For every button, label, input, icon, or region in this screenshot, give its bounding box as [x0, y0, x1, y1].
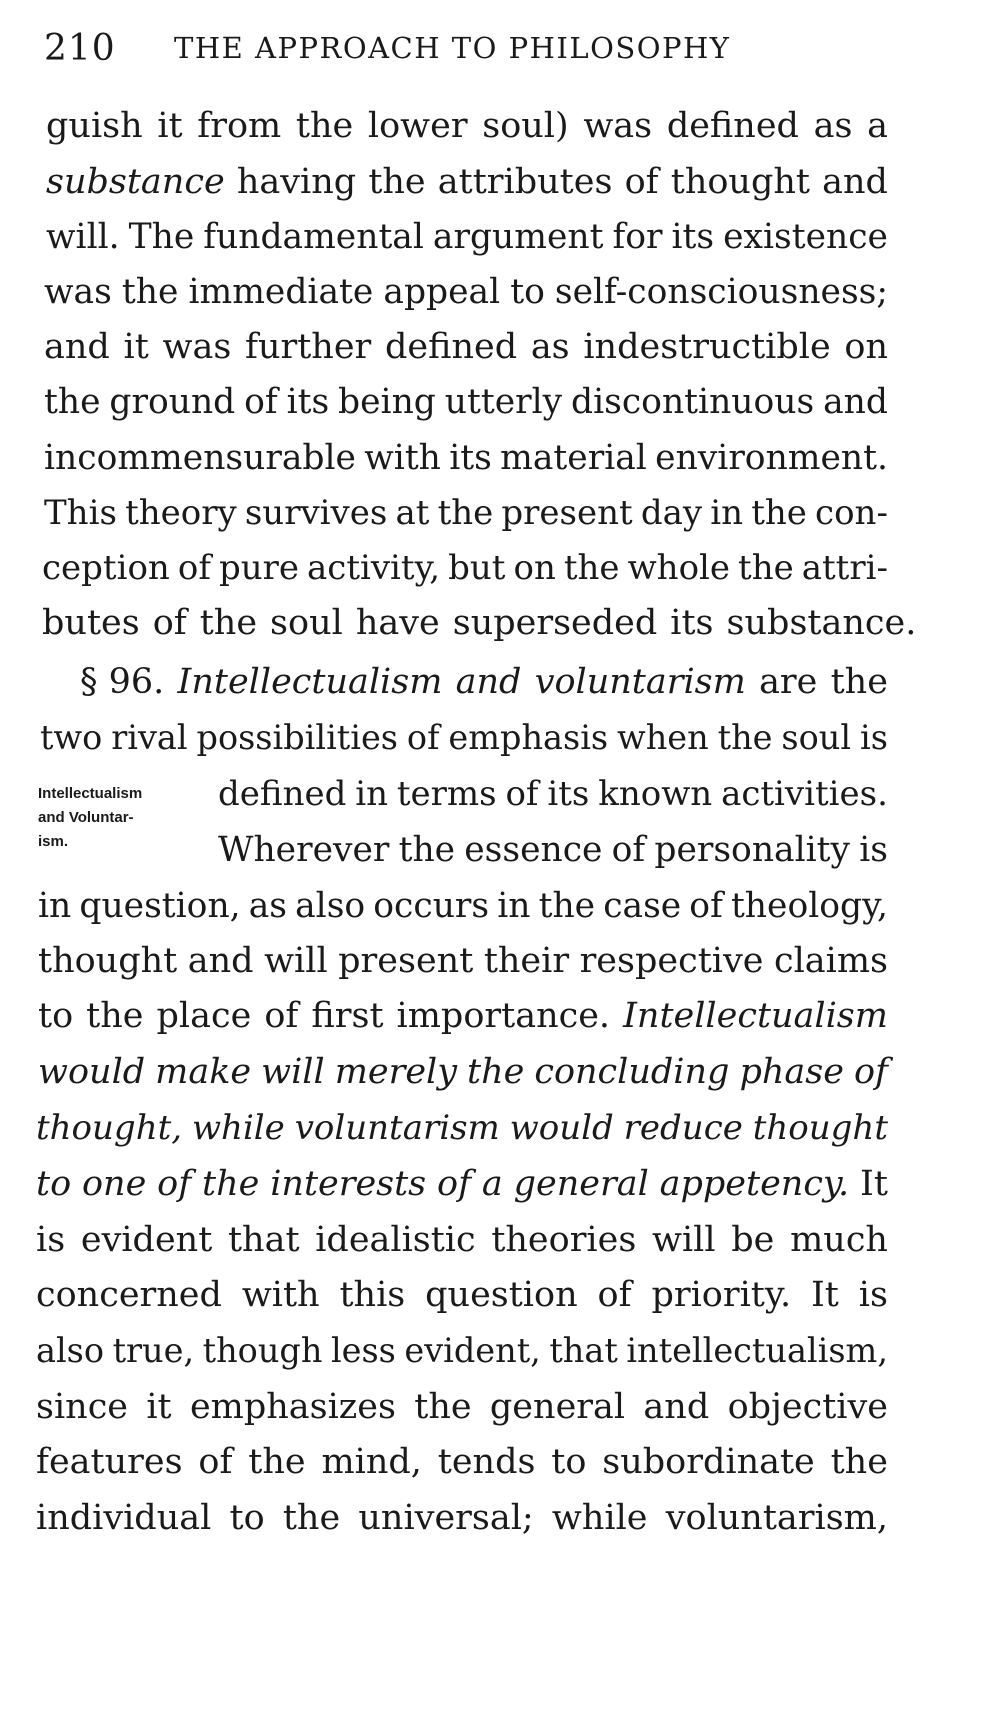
word: of	[264, 996, 299, 1036]
word: known	[598, 774, 713, 814]
word: of	[157, 1164, 192, 1204]
word: the	[414, 1387, 472, 1427]
word: priority.	[651, 1275, 792, 1315]
word: of	[437, 1164, 472, 1204]
text-line	[44, 270, 888, 314]
word: will	[652, 1220, 716, 1260]
word: personality	[654, 830, 851, 870]
word: defined	[666, 106, 799, 146]
word: of	[177, 548, 211, 588]
word: The	[128, 217, 195, 257]
word: thought,	[36, 1108, 183, 1148]
word: the	[295, 106, 354, 146]
word: theology,	[730, 886, 888, 926]
word: is	[36, 1220, 66, 1260]
word: also	[36, 1331, 105, 1370]
word: one	[81, 1164, 147, 1204]
word: will	[261, 1052, 325, 1092]
word: theories	[491, 1220, 637, 1260]
word: first	[311, 996, 384, 1036]
word: whole	[627, 548, 731, 588]
word: lower	[367, 106, 468, 146]
word: that	[227, 1220, 300, 1260]
text-line	[80, 660, 888, 704]
text-line	[40, 716, 888, 760]
word: two	[40, 718, 103, 757]
word: on	[844, 327, 888, 367]
word: was	[162, 327, 232, 367]
word: of	[198, 1442, 233, 1482]
word: self-consciousness;	[554, 272, 888, 312]
word: soul	[781, 718, 852, 757]
word: This	[44, 493, 117, 533]
word: its	[670, 603, 714, 643]
word: evident	[80, 1220, 213, 1260]
word: material	[500, 438, 647, 478]
word: Intellectualism	[623, 996, 888, 1036]
word: of	[505, 774, 539, 814]
word: make	[155, 1052, 252, 1092]
word: superseded	[452, 603, 658, 643]
word: concerned	[36, 1275, 222, 1315]
word: possibilities	[196, 718, 398, 757]
word: the	[738, 548, 794, 588]
margin-note-line: Intellectualism	[38, 785, 143, 802]
margin-note-line: and Voluntar-	[38, 809, 134, 826]
word: much	[790, 1220, 888, 1260]
text-line	[36, 1329, 888, 1373]
word: thought	[752, 1108, 888, 1148]
word: have	[355, 603, 440, 643]
word: merely	[334, 1052, 458, 1092]
text-line	[42, 546, 888, 590]
text-line	[36, 1273, 888, 1317]
word: voluntarism	[294, 1108, 500, 1148]
word: voluntarism	[534, 662, 746, 702]
word: the	[86, 996, 144, 1036]
word: the	[282, 1498, 341, 1538]
word: though	[202, 1331, 323, 1370]
word: general	[489, 1387, 626, 1427]
word: voluntarism,	[665, 1498, 888, 1538]
word: its	[286, 382, 330, 422]
word: from	[197, 106, 282, 146]
word: its	[547, 774, 590, 814]
word: it	[123, 327, 149, 367]
word: the	[467, 1052, 525, 1092]
word: interests	[270, 1164, 427, 1204]
word: of	[611, 830, 646, 870]
text-line	[218, 828, 888, 872]
word: to	[551, 1442, 587, 1482]
word: its	[449, 438, 492, 478]
word: the	[248, 1442, 306, 1482]
word: evident,	[404, 1331, 541, 1370]
word: at	[395, 493, 430, 533]
word: activities.	[721, 774, 888, 814]
word: terms	[396, 774, 497, 814]
word: tends	[437, 1442, 536, 1482]
word: ground	[109, 382, 236, 422]
text-line	[36, 1385, 888, 1429]
word: also	[295, 886, 366, 926]
word: pure	[218, 548, 299, 588]
word: indestructible	[583, 327, 831, 367]
word: present	[338, 941, 474, 981]
word: Wherever	[218, 830, 390, 870]
word: place	[156, 996, 252, 1036]
word: essence	[464, 830, 603, 870]
word: day	[640, 493, 703, 533]
word: claims	[773, 941, 888, 981]
word: the	[368, 162, 426, 202]
word: that	[549, 1331, 618, 1370]
word: question	[425, 1275, 578, 1315]
word: defined	[384, 327, 518, 367]
word: theory	[125, 493, 237, 533]
margin-note-line: ism.	[38, 833, 69, 850]
word: as	[248, 886, 288, 926]
word: fundamental	[203, 217, 424, 257]
word: in	[710, 493, 744, 533]
word: incommensurable	[44, 438, 356, 478]
text-line	[38, 939, 888, 983]
word: It	[810, 1275, 839, 1315]
word: while	[191, 1108, 285, 1148]
word: objective	[727, 1387, 888, 1427]
word: will.	[46, 217, 120, 257]
word: emphasis	[448, 718, 609, 757]
word: the	[437, 493, 494, 533]
word: is	[858, 1275, 888, 1315]
word: argument	[432, 217, 604, 257]
word: appetency.	[659, 1164, 850, 1204]
word: are	[759, 662, 818, 702]
word: on	[513, 548, 556, 588]
word: was	[583, 106, 653, 146]
word: having	[236, 162, 357, 202]
margin-note	[38, 782, 142, 854]
word: idealistic	[315, 1220, 476, 1260]
word: ception	[42, 548, 170, 588]
word: attri-	[801, 548, 888, 588]
word: and	[187, 941, 254, 981]
word: as	[530, 327, 570, 367]
word: as	[813, 106, 853, 146]
word: the	[830, 1442, 888, 1482]
word: substance.	[726, 603, 917, 643]
word: case	[603, 886, 682, 926]
word: in	[38, 886, 72, 926]
word: thought	[670, 162, 810, 202]
word: being	[338, 382, 436, 422]
word: appeal	[383, 272, 501, 312]
word: substance	[46, 162, 225, 202]
word: present	[501, 493, 633, 533]
word: but	[448, 548, 506, 588]
word: a	[481, 1164, 503, 1204]
word: soul	[270, 603, 343, 643]
word: the	[830, 662, 888, 702]
word: the	[717, 718, 773, 757]
word: the	[398, 830, 456, 870]
word: the	[751, 493, 807, 533]
word: reduce	[623, 1108, 743, 1148]
word: features	[36, 1442, 183, 1482]
text-line	[44, 491, 888, 535]
text-line	[44, 436, 888, 480]
word: of	[406, 718, 440, 757]
word: of	[853, 1052, 888, 1092]
word: and	[822, 162, 888, 202]
text-line	[38, 994, 888, 1038]
word: subordinate	[602, 1442, 815, 1482]
word: and	[455, 662, 522, 702]
text-line	[38, 884, 888, 928]
word: to	[38, 996, 74, 1036]
word: survives	[244, 493, 388, 533]
word: guish	[46, 106, 143, 146]
word: respective	[579, 941, 764, 981]
page-number: 210	[44, 27, 116, 69]
word: a	[867, 106, 888, 146]
text-line	[44, 325, 888, 369]
word: existence	[723, 217, 888, 257]
word: the	[199, 603, 258, 643]
word: with	[364, 438, 441, 478]
word: while	[551, 1498, 648, 1538]
word: thought	[38, 941, 178, 981]
word: defined	[218, 774, 347, 814]
word: phase	[739, 1052, 844, 1092]
word: and	[823, 382, 888, 422]
text-line	[218, 772, 888, 816]
word: butes	[42, 603, 140, 643]
word: would	[38, 1052, 146, 1092]
word: § 96.	[80, 662, 165, 702]
word: and	[643, 1387, 710, 1427]
word: activity,	[307, 548, 441, 588]
text-line	[46, 160, 888, 204]
word: intellectualism,	[626, 1331, 888, 1370]
word: for	[612, 217, 663, 257]
text-line	[36, 1218, 888, 1262]
word: to	[229, 1498, 265, 1538]
text-line	[46, 104, 888, 148]
word: it	[146, 1387, 172, 1427]
word: the	[44, 382, 101, 422]
word: concluding	[534, 1052, 730, 1092]
word: attributes	[437, 162, 613, 202]
word: the	[202, 1164, 260, 1204]
word: their	[483, 941, 570, 981]
word: of	[624, 162, 659, 202]
word: would	[509, 1108, 614, 1148]
word: mind,	[321, 1442, 422, 1482]
running-head: THE APPROACH TO PHILOSOPHY	[174, 31, 731, 65]
word: the	[121, 272, 179, 312]
text-line	[36, 1106, 888, 1150]
word: is	[859, 718, 888, 757]
text-line	[44, 380, 888, 424]
word: soul)	[482, 106, 569, 146]
word: and	[44, 327, 110, 367]
word: utterly	[444, 382, 563, 422]
word: the	[563, 548, 620, 588]
page-header	[44, 18, 920, 78]
word: of	[597, 1275, 632, 1315]
word: of	[689, 886, 723, 926]
text-line	[36, 1440, 888, 1484]
word: to	[36, 1164, 72, 1204]
word: It	[860, 1164, 888, 1204]
word: it	[157, 106, 183, 146]
text-line	[36, 1162, 888, 1206]
word: question,	[79, 886, 241, 926]
word: general	[513, 1164, 649, 1204]
text-line	[46, 215, 888, 259]
word: in	[355, 774, 388, 814]
word: further	[245, 327, 372, 367]
word: when	[617, 718, 709, 757]
word: of	[152, 603, 187, 643]
word: emphasizes	[189, 1387, 396, 1427]
word: occurs	[373, 886, 490, 926]
word: this	[339, 1275, 406, 1315]
text-line	[42, 601, 917, 645]
word: with	[241, 1275, 320, 1315]
word: Intellectualism	[177, 662, 443, 702]
word: will	[264, 941, 328, 981]
word: individual	[36, 1498, 212, 1538]
word: be	[731, 1220, 775, 1260]
word: universal;	[358, 1498, 534, 1538]
word: rival	[111, 718, 188, 757]
word: less	[330, 1331, 396, 1370]
word: true,	[112, 1331, 195, 1370]
word: environment.	[655, 438, 888, 478]
word: con-	[815, 493, 888, 533]
word: was	[44, 272, 112, 312]
word: since	[36, 1387, 129, 1427]
word: is	[859, 830, 888, 870]
word: importance.	[396, 996, 611, 1036]
word: the	[538, 886, 596, 926]
word: to	[510, 272, 545, 312]
text-line	[36, 1496, 888, 1540]
word: its	[671, 217, 715, 257]
word: discontinuous	[571, 382, 815, 422]
word: immediate	[188, 272, 374, 312]
word: of	[244, 382, 278, 422]
text-line	[38, 1050, 888, 1094]
word: in	[497, 886, 531, 926]
